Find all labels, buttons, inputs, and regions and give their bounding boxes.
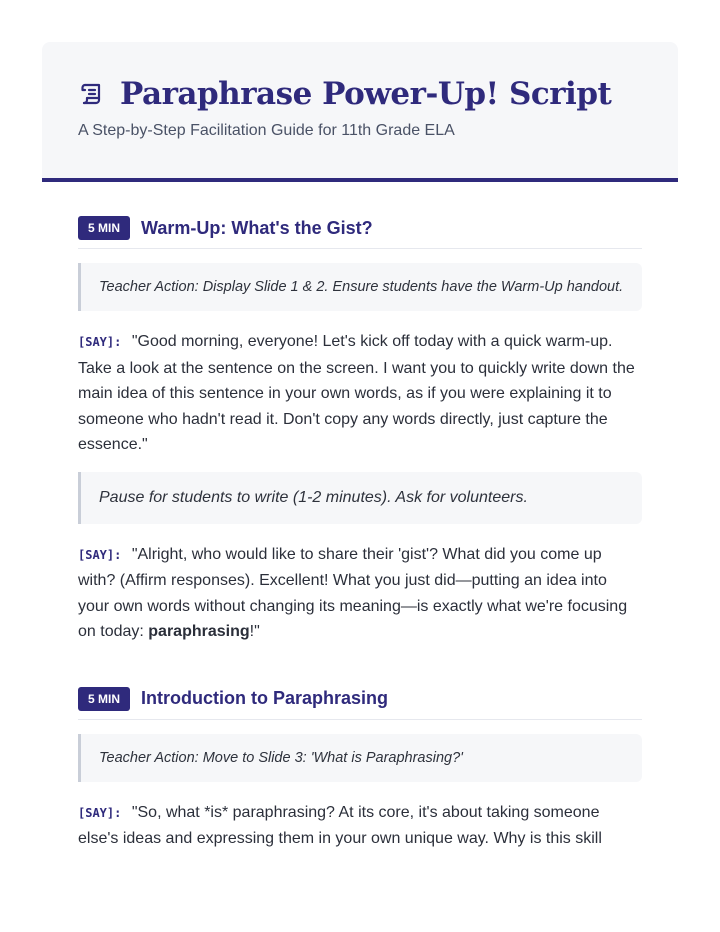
say-emphasis: paraphrasing xyxy=(148,623,250,640)
scroll-icon xyxy=(78,80,106,108)
page-header xyxy=(42,42,678,182)
page-subtitle: A Step-by-Step Facilitation Guide for 11th Grade ELA xyxy=(78,122,455,139)
say-text: "Good morning, everyone! Let's kick off today with a quick warm-up. Take a look at the sentence on the screen. I want you to quickly write down the main idea of this sentence in your own words, as if you were explaining it to someone who hadn't read it. Don't copy any words directly, just capture the essence." xyxy=(78,333,635,453)
say-label: [SAY]: xyxy=(78,335,122,349)
page-title: Paraphrase Power-Up! Script xyxy=(120,76,612,112)
section-header xyxy=(78,216,642,249)
time-badge: 5 MIN xyxy=(78,216,130,240)
section-warm-up xyxy=(78,216,642,645)
time-badge: 5 MIN xyxy=(78,687,130,711)
section-title: Warm-Up: What's the Gist? xyxy=(141,217,373,238)
say-text-end: !" xyxy=(249,623,260,640)
section-introduction xyxy=(78,687,642,852)
section-title: Introduction to Paraphrasing xyxy=(141,688,389,708)
say-text: "Alright, who would like to share their 'gist'? What did you come up with? (Affirm responses). Excellent! What you just did—putting an idea into your own words without changing its meaning—is exactly what we're focusing on today: xyxy=(78,545,628,640)
teacher-action-note: Teacher Action: Display Slide 1 & 2. Ensure students have the Warm-Up handout. xyxy=(78,263,642,311)
say-text: "So, what *is* paraphrasing? At its core, it's about taking someone else's ideas and expressing them in your own unique way. Why is this skill xyxy=(78,803,602,847)
say-paragraph xyxy=(78,329,642,458)
section-header xyxy=(78,687,642,720)
say-label: [SAY]: xyxy=(78,547,122,562)
say-paragraph xyxy=(78,800,642,852)
teacher-action-note: Teacher Action: Move to Slide 3: 'What is Paraphrasing?' xyxy=(78,734,642,782)
pause-note: Pause for students to write (1-2 minutes). Ask for volunteers. xyxy=(78,472,642,524)
say-label: [SAY]: xyxy=(78,805,122,820)
title-row xyxy=(78,76,611,112)
script-content xyxy=(78,216,642,852)
say-paragraph xyxy=(78,542,642,645)
